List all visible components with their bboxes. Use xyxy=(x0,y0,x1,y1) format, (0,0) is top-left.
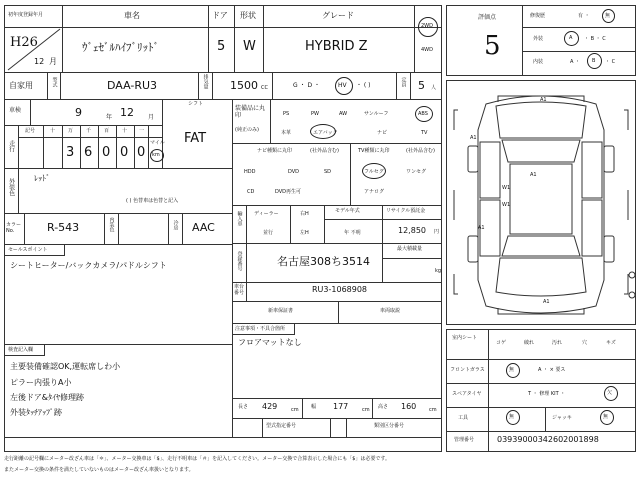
mileage-header-3: 千 xyxy=(86,128,92,134)
footer-line-1: 走行距離の記号欄にメーター改ざん車は「＊」、メーター交換車は「$」、走行不明車は「＃」を記入してください。メーター交換で合算表示した場合にも「$」は必要です。 xyxy=(4,456,390,462)
inspector-line-0: 主要装備確認OK,運転席しわ小 xyxy=(10,362,121,371)
diagram-mark-2: W1 xyxy=(502,185,511,191)
diagram-mark-5: A1 xyxy=(530,172,537,178)
chassis-label: 車台番号 xyxy=(234,284,245,296)
repair-options: 有 ・ xyxy=(578,13,590,19)
diagram-mark-1: A1 xyxy=(470,135,477,141)
model-value: DAA-RU3 xyxy=(107,79,158,92)
recycle-label: リサイクル預託金 xyxy=(386,208,426,214)
notes-label: 注意事項・不具合箇所 xyxy=(235,326,286,332)
capacity-value: 5 xyxy=(418,79,425,92)
tools-label: 工具 xyxy=(458,415,469,421)
inspector-line-2: 左後ドア&ﾀｲﾔ修理跡 xyxy=(10,393,84,402)
tv-label: TV種類に丸印 xyxy=(358,148,390,154)
ac-label: 冷房 xyxy=(172,220,179,230)
first-reg-year: H26 xyxy=(10,35,38,50)
max-load-label: 最大積載量 xyxy=(397,246,423,252)
exterior-color-note: ( ) 色替車は色替と記入 xyxy=(126,198,179,204)
drive-4wd: 4WD xyxy=(421,47,433,53)
interior-color-label: 内装色 xyxy=(108,217,115,232)
capacity-label: 定員 xyxy=(400,77,407,87)
car-name: ｳﾞｪｾﾞﾙﾊｲﾌﾞﾘｯﾄﾞ xyxy=(82,41,159,54)
category-label: 類別区分番号 xyxy=(374,423,405,429)
navi-dvd: DVD xyxy=(288,169,300,175)
navi-dvd-play: DVD再生可 xyxy=(275,189,302,195)
inspection-label: 車検 xyxy=(9,107,22,114)
recycle-value: 12,850 xyxy=(398,226,426,235)
drive-2wd: 2WD xyxy=(421,23,433,29)
displacement-unit: CC xyxy=(261,85,268,91)
score-value: 5 xyxy=(484,31,501,61)
repair-label: 修復歴 xyxy=(530,13,546,19)
mileage-unit-km: km xyxy=(152,152,160,158)
displacement-label: 排気量 xyxy=(202,74,209,89)
interior-score-selected: B xyxy=(592,58,596,64)
exterior-score-selected: A xyxy=(569,35,573,41)
equip-sunroof: サンルーフ xyxy=(364,111,389,117)
diagram-mark-0: A1 xyxy=(540,97,547,103)
import-dealer: ディーラー xyxy=(254,211,279,217)
footer-line-2: またメーター交換の条件を満たしていないものはメーター改ざん車扱いとなります。 xyxy=(4,467,194,473)
mileage-digit-4: 0 xyxy=(120,145,129,160)
interior-score-label: 内装 xyxy=(533,59,544,65)
seat-hole: 穴 xyxy=(582,340,588,346)
tools-selected: 無 xyxy=(509,414,515,420)
height-value: 160 xyxy=(401,402,417,411)
first-reg-month-unit: 月 xyxy=(49,57,57,66)
shape-label: 形状 xyxy=(240,11,256,20)
navi-sublabel: (社外品含む) xyxy=(310,148,339,154)
color-no-value: R-543 xyxy=(47,221,80,234)
equip-abs: ABS xyxy=(418,111,428,117)
seat-stain: 汚れ xyxy=(552,340,563,346)
registration-value: 名古屋308ち3514 xyxy=(277,255,370,268)
mileage-digit-2: 6 xyxy=(84,145,93,160)
width-unit: cm xyxy=(362,407,370,413)
mileage-header-5: 十 xyxy=(122,128,128,134)
windshield-options: A ・ × 要ス xyxy=(538,367,566,373)
windshield-selected: 無 xyxy=(509,367,515,373)
diagram-mark-3: W1 xyxy=(502,202,511,208)
displacement-value: 1500 xyxy=(230,79,258,92)
tv-sublabel: (社外品含む) xyxy=(406,148,435,154)
equip-leather: 本革 xyxy=(281,130,292,136)
seat-burn: コゲ xyxy=(496,340,507,346)
navi-label: ナビ種類に丸印 xyxy=(257,148,293,154)
windshield-label: フロントガラス xyxy=(450,367,485,373)
height-unit: cm xyxy=(429,407,437,413)
use-value: 自家用 xyxy=(9,81,33,90)
tv-fullseg: フルセグ xyxy=(364,169,384,175)
seat-scratch: キズ xyxy=(606,340,616,346)
notes-text: フロアマットなし xyxy=(238,338,302,347)
inspector-line-1: ピラー内張りA小 xyxy=(10,378,72,387)
car-name-label: 車名 xyxy=(124,11,140,20)
shift-label: シフト xyxy=(188,101,204,107)
length-label: 長さ xyxy=(238,404,249,410)
mileage-header-6: 一 xyxy=(139,128,145,134)
jack-label: ジャッキ xyxy=(552,415,572,421)
mileage-header-0: 記号 xyxy=(25,128,36,134)
inspection-month: 12 xyxy=(120,106,134,119)
first-reg-month: 12 xyxy=(34,57,45,66)
equip-navi: ナビ xyxy=(377,130,388,136)
exterior-score-label: 外装 xyxy=(533,36,544,42)
score-label: 評価点 xyxy=(478,14,497,21)
equipment-label: 装備品に丸印 xyxy=(235,105,266,119)
color-no-label: カラーNo. xyxy=(6,222,22,234)
model-year-label: モデル年式 xyxy=(335,208,360,214)
length-unit: cm xyxy=(291,407,299,413)
height-label: 高さ xyxy=(378,404,389,410)
repair-selected: 無 xyxy=(605,13,611,19)
interior-seat-label: 室内シート xyxy=(452,335,478,341)
diagram-mark-4: A1 xyxy=(478,225,485,231)
inspection-month-unit: 月 xyxy=(148,114,155,121)
equip-tv: TV xyxy=(421,130,428,136)
diagram-mark-6: A1 xyxy=(543,299,550,305)
exterior-color-value: ﾚｯﾄﾞ xyxy=(34,174,50,183)
manual-label: 車両取説 xyxy=(380,308,401,314)
equipment-sublabel: (純正のみ) xyxy=(235,127,259,133)
chassis-value: RU3-1068908 xyxy=(312,285,368,294)
tv-analog: アナログ xyxy=(364,189,385,195)
registration-label: 登録番号 xyxy=(236,251,243,271)
doors-value: 5 xyxy=(217,39,226,54)
navi-hdd: HDD xyxy=(244,169,256,175)
mileage-digit-3: 0 xyxy=(102,145,111,160)
shift-value: FAT xyxy=(184,131,207,146)
model-year-value: 年 不明 xyxy=(344,230,361,236)
first-reg-label: 初年度登録年月 xyxy=(8,12,44,18)
import-right: 右H xyxy=(300,211,309,217)
equip-pw: PW xyxy=(311,111,319,117)
spare-selected: 欠 xyxy=(607,390,613,396)
navi-sd: SD xyxy=(324,169,332,175)
capacity-unit: 人 xyxy=(431,85,437,91)
mileage-header-4: 百 xyxy=(104,128,110,134)
control-value: 03939000342602001898 xyxy=(497,435,599,444)
inspector-label: 検査記入欄 xyxy=(8,347,34,353)
recycle-unit: 円 xyxy=(434,229,440,235)
mileage-digit-5: 0 xyxy=(137,145,146,160)
import-left: 左H xyxy=(300,230,309,236)
ac-value: AAC xyxy=(192,221,215,234)
navi-cd: CD xyxy=(247,189,255,195)
fuel-options: G ・ D ・ xyxy=(293,82,320,89)
grade-label: グレード xyxy=(322,11,354,20)
jack-selected: 無 xyxy=(603,414,609,420)
mileage-header-1: 十 xyxy=(50,128,56,134)
model-label: 型式 xyxy=(51,77,58,87)
mileage-label: 走行 xyxy=(7,140,15,152)
max-load-unit: kg xyxy=(435,268,442,274)
car-diagram xyxy=(446,80,636,325)
mileage-digit-1: 3 xyxy=(66,145,75,160)
shape-value: W xyxy=(243,39,256,54)
mileage-unit-mile: マイル xyxy=(150,140,165,146)
exterior-color-label: 外装色 xyxy=(7,178,15,196)
spare-label: スペアタイヤ xyxy=(452,391,482,397)
fuel-rest: ・ ( ) xyxy=(356,82,371,89)
model-designation-label: 型式指定番号 xyxy=(266,423,297,429)
seat-tear: 破れ xyxy=(524,340,535,346)
inspection-year-unit: 年 xyxy=(106,114,113,121)
grade-value: HYBRID Z xyxy=(305,39,368,54)
length-value: 429 xyxy=(262,402,278,411)
width-label: 幅 xyxy=(311,404,317,410)
mileage-header-2: 万 xyxy=(68,128,74,134)
equip-airbag: エアバック xyxy=(313,130,338,136)
inspector-line-3: 外装ﾀｯﾁｱｯﾌﾟ跡 xyxy=(10,408,62,417)
import-label: 輸入車 xyxy=(236,211,243,226)
spare-options: T ・ 修理 KIT ・ xyxy=(528,391,566,397)
inspection-year: 9 xyxy=(75,106,82,119)
new-record-label: 新車保証書 xyxy=(268,308,294,314)
fuel-selected: HV xyxy=(338,82,347,89)
import-parallel: 並行 xyxy=(263,230,274,236)
width-value: 177 xyxy=(333,402,349,411)
sales-point-text: シートヒーター/バックカメラ/パドルシフト xyxy=(10,261,167,270)
control-label: 管理番号 xyxy=(454,437,475,443)
interior-score-rest: ・ C xyxy=(605,59,616,65)
equip-aw: AW xyxy=(339,111,348,117)
equip-ps: PS xyxy=(283,111,290,117)
sales-point-label: セールスポイント xyxy=(8,247,48,253)
exterior-score-rest: ・ B ・ C xyxy=(584,36,606,42)
interior-score-a: A ・ xyxy=(570,59,581,65)
doors-label: ドア xyxy=(212,11,228,20)
tv-oneseg: ワンセグ xyxy=(406,169,427,175)
